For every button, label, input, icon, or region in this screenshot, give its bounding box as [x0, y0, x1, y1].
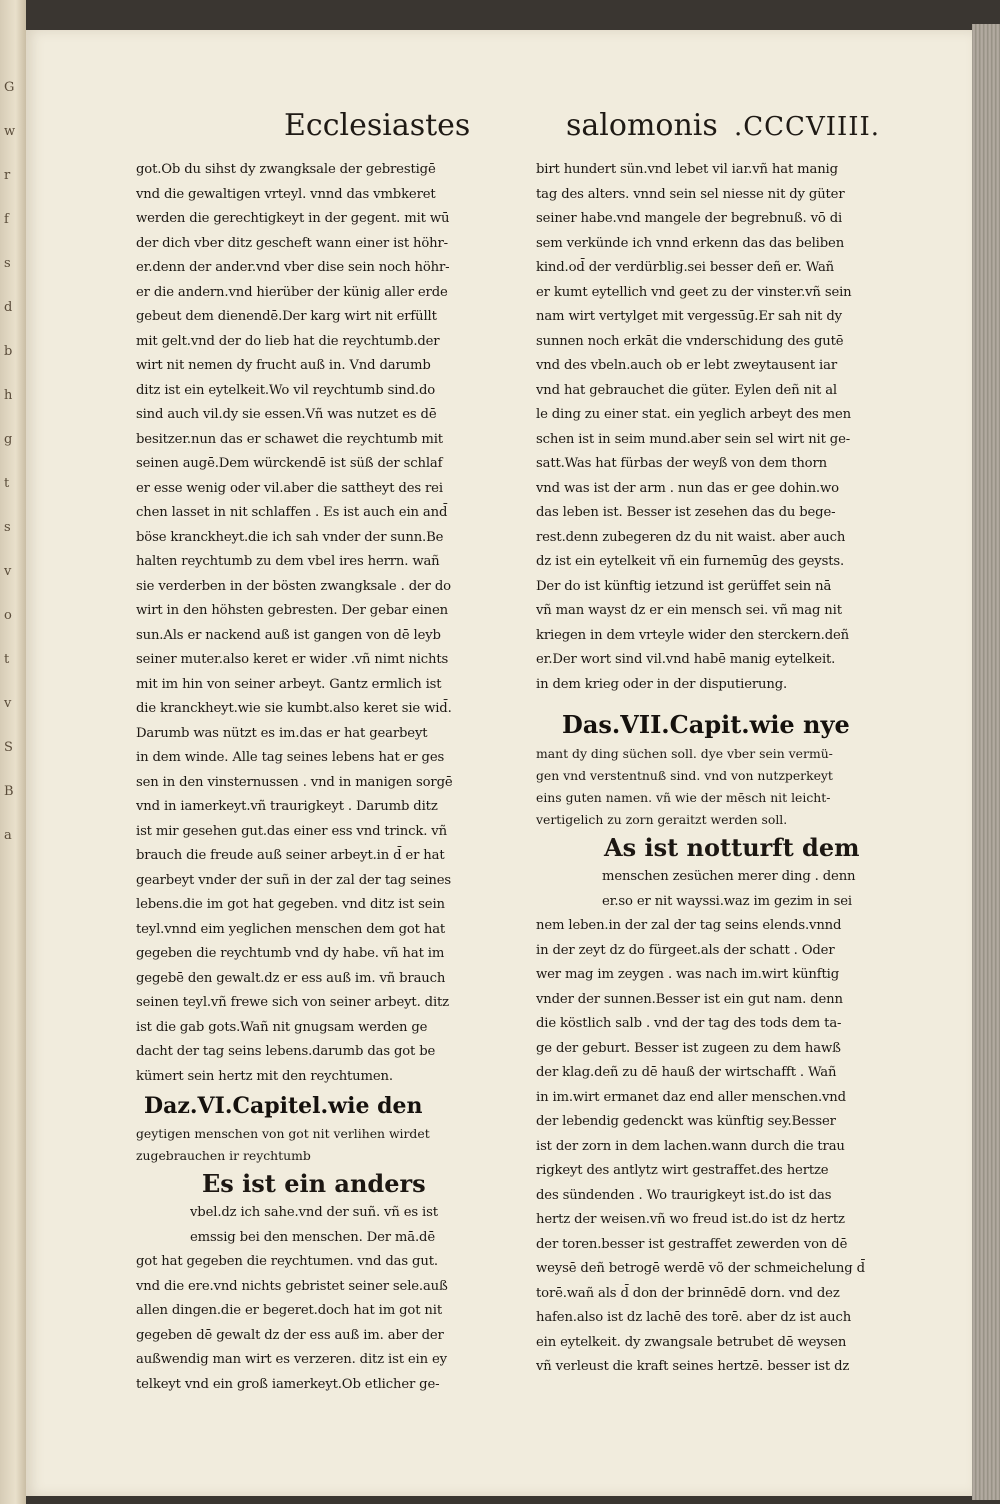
- margin-glyph: t: [4, 652, 10, 667]
- text-line: er esse wenig oder vil.aber die sattheyt des rei: [136, 480, 443, 496]
- chapter-summary-vii: [536, 743, 876, 831]
- text-line: rigkeyt des antlytz wirt gestraffet.des hertze: [536, 1163, 829, 1178]
- text-line: nam wirt vertylget mit vergessūg.Er sah nit dy: [536, 309, 842, 324]
- text-line: gearbeyt vnder der suñ in der zal der tag seines: [136, 872, 452, 888]
- margin-glyph: h: [4, 388, 13, 403]
- text-line: wer mag im zeygen . was nach im.wirt künftig: [536, 967, 839, 982]
- text-line: telkeyt vnd ein groß iamerkeyt.Ob etlicher ge-: [136, 1376, 440, 1392]
- text-line: hafen.also ist dz lachē des torē. aber dz ist auch: [536, 1310, 852, 1325]
- text-line: menschen zesüchen merer ding . denn: [602, 869, 856, 884]
- margin-glyph: f: [4, 212, 9, 227]
- text-line: seiner habe.vnd mangele der begrebnuß. vō di: [536, 211, 843, 226]
- text-line: sunnen noch erkāt die vnderschidung des gutē: [536, 333, 844, 349]
- right-text-block: [536, 158, 876, 697]
- text-line: die köstlich salb . vnd der tag des tods dem ta-: [536, 1016, 842, 1031]
- text-line: ge der geburt. Besser ist zugeen zu dem hawß: [536, 1040, 841, 1056]
- text-line: sen in den vinsternussen . vnd in manigen sorgē: [136, 774, 453, 790]
- text-line: des sündenden . Wo traurigkeyt ist.do ist das: [536, 1187, 832, 1203]
- text-line: vnd was ist der arm . nun das er gee dohin.wo: [536, 480, 839, 496]
- text-line: in der zeyt dz do fürgeet.als der schatt . Oder: [536, 942, 835, 958]
- text-line: rest.denn zubegeren dz du nit waist. aber auch: [536, 529, 846, 545]
- text-line: schen ist in seim mund.aber sein sel wirt nit ge-: [536, 431, 851, 447]
- margin-glyph: S: [4, 740, 13, 755]
- text-line: vñ verleust die kraft seines hertzē. besser ist dz: [536, 1359, 850, 1374]
- text-line: er kumt eytellich vnd geet zu der vinster.vñ sein: [536, 284, 852, 300]
- left-text-column: [136, 158, 486, 1397]
- text-line: gegeben dē gewalt dz der ess auß im. aber der: [136, 1327, 444, 1343]
- text-line: ist die gab gots.Wañ nit gnugsam werden ge: [136, 1019, 428, 1035]
- text-line: allen dingen.die er begeret.doch hat im got nit: [136, 1303, 442, 1318]
- margin-glyph: d: [4, 300, 13, 315]
- text-line: werden die gerechtigkeyt in der gegent. mit wū: [136, 211, 450, 226]
- text-line: der klag.deñ zu dē hauß der wirtschafft . Wañ: [536, 1065, 837, 1080]
- text-line: vnd die ere.vnd nichts gebristet seiner sele.auß: [136, 1278, 448, 1294]
- text-line: er.Der wort sind vil.vnd habē manig eytelkeit.: [536, 652, 836, 667]
- margin-glyph: B: [4, 784, 14, 799]
- margin-glyph: G: [4, 80, 15, 95]
- text-line: seiner muter.also keret er wider .vñ nimt nichts: [136, 652, 449, 667]
- text-line: emssig bei den menschen. Der mā.dē: [190, 1229, 435, 1245]
- text-line: vnd in iamerkeyt.vñ traurigkeyt . Darumb ditz: [136, 799, 438, 814]
- text-line: le ding zu einer stat. ein yeglich arbeyt des men: [536, 407, 851, 422]
- text-line: sie verderben in der bösten zwangksale . der do: [136, 578, 451, 594]
- text-line: teyl.vnnd eim yeglichen menschen dem got hat: [136, 921, 446, 937]
- folio-number: .CCCVIIII.: [734, 112, 881, 142]
- text-line: vnd hat gebrauchet die güter. Eylen deñ nit al: [536, 382, 837, 398]
- text-line: sind auch vil.dy sie essen.Vñ was nutzet es dē: [136, 407, 437, 422]
- text-line: wirt in den höhsten gebresten. Der gebar einen: [136, 603, 448, 618]
- margin-glyph: t: [4, 476, 10, 491]
- text-line: zugebrauchen ir reychtumb: [136, 1148, 311, 1163]
- left-indented-lines: [136, 1201, 486, 1250]
- text-line: vnder der sunnen.Besser ist ein gut nam. denn: [536, 991, 843, 1007]
- text-line: eins guten namen. vñ wie der mēsch nit leicht-: [536, 790, 831, 805]
- text-line: Darumb was nützt es im.das er hat gearbeyt: [136, 725, 428, 741]
- margin-glyph: v: [4, 696, 12, 711]
- left-continued-text: [136, 1250, 486, 1397]
- text-line: besitzer.nun das er schawet die reychtumb mit: [136, 431, 443, 447]
- text-line: in dem winde. Alle tag seines lebens hat er ges: [136, 750, 445, 765]
- text-line: der dich vber ditz gescheft wann einer ist höhr-: [136, 235, 448, 251]
- text-line: dacht der tag seins lebens.darumb das got be: [136, 1044, 436, 1059]
- margin-glyph: s: [4, 520, 11, 535]
- text-line: got.Ob du sihst dy zwangksale der gebrestigē: [136, 162, 436, 177]
- right-indented-lines: [536, 865, 876, 914]
- text-line: das leben ist. Besser ist zesehen das du bege-: [536, 505, 836, 520]
- text-line: vbel.dz ich sahe.vnd der suñ. vñ es ist: [190, 1205, 438, 1220]
- margin-glyph: a: [4, 828, 12, 843]
- text-line: brauch die freude auß seiner arbeyt.in d̄ er hat: [136, 848, 445, 863]
- text-line: ein eytelkeit. dy zwangsale betrubet dē weysen: [536, 1334, 847, 1350]
- text-line: vnd die gewaltigen vrteyl. vnnd das vmbkeret: [136, 186, 436, 202]
- chapter-incipit-vi: Es ist ein anders: [202, 1169, 426, 1198]
- text-line: birt hundert sün.vnd lebet vil iar.vñ hat manig: [536, 162, 838, 177]
- margin-glyph: v: [4, 564, 12, 579]
- text-line: er.so er nit wayssi.waz im gezim in sei: [602, 893, 852, 909]
- margin-glyph: g: [4, 432, 13, 447]
- text-line: weysē deñ betrogē werdē võ der schmeichelung d̄: [536, 1261, 865, 1276]
- margin-glyphs: [4, 80, 22, 872]
- running-header: [26, 108, 972, 148]
- text-line: hertz der weisen.vñ wo freud ist.do ist dz hertz: [536, 1212, 845, 1227]
- text-line: gen vnd verstentnuß sind. vnd von nutzperkeyt: [536, 768, 833, 783]
- text-line: er die andern.vnd hierüber der künig aller erde: [136, 284, 448, 300]
- text-line: ditz ist ein eytelkeit.Wo vil reychtumb sind.do: [136, 382, 436, 398]
- text-line: kriegen in dem vrteyle wider den sterckern.deñ: [536, 627, 849, 643]
- text-line: in im.wirt ermanet daz end aller menschen.vnd: [536, 1089, 846, 1105]
- text-line: sem verkünde ich vnnd erkenn das das beliben: [536, 235, 845, 251]
- text-line: mant dy ding süchen soll. dye vber sein vermü-: [536, 746, 833, 761]
- text-line: geytigen menschen von got nit verlihen wirdet: [136, 1126, 430, 1141]
- previous-page-edge: [0, 0, 26, 1504]
- book-page-edges: [972, 24, 1000, 1500]
- header-right-title: salomonis: [566, 108, 718, 143]
- left-text-block: [136, 158, 486, 1089]
- text-line: torē.wañ als d̄ don der brinnēdē dorn. vnd dez: [536, 1285, 840, 1301]
- text-line: seinen augē.Dem würckendē ist süß der schlaf: [136, 456, 443, 471]
- header-left-title: Ecclesiastes: [284, 108, 471, 143]
- text-line: die kranckheyt.wie sie kumbt.also keret sie wid̄.: [136, 701, 452, 716]
- text-line: gegeben die reychtumb vnd dy habe. vñ hat im: [136, 946, 445, 961]
- text-line: vnd des vbeln.auch ob er lebt zweytausent iar: [536, 358, 837, 373]
- text-line: seinen teyl.vñ frewe sich von seiner arbeyt. ditz: [136, 995, 449, 1010]
- text-line: dz ist ein eytelkeit vñ ein furnemūg des geysts.: [536, 554, 845, 569]
- chapter-summary-vi: [136, 1123, 486, 1167]
- text-line: kind.od̄ der verdürblig.sei besser deñ er. Wañ: [536, 260, 835, 275]
- margin-glyph: b: [4, 344, 13, 359]
- text-line: vertigelich zu zorn geraitzt werden soll.: [536, 812, 788, 827]
- right-text-column: [536, 158, 876, 1380]
- text-line: außwendig man wirt es verzeren. ditz ist ein ey: [136, 1352, 447, 1367]
- text-line: kümert sein hertz mit den reychtumen.: [136, 1068, 393, 1084]
- text-line: der lebendig gedenckt was künftig sey.Besser: [536, 1114, 836, 1129]
- text-line: chen lasset in nit schlaffen . Es ist auch ein and̄: [136, 505, 448, 520]
- chapter-heading-vi: Daz.VI.Capitel.wie den: [144, 1093, 423, 1119]
- book-page: [26, 30, 972, 1496]
- text-line: nem leben.in der zal der tag seins elends.vnnd: [536, 918, 842, 933]
- text-line: der toren.besser ist gestraffet zewerden von dē: [536, 1236, 848, 1252]
- text-line: böse kranckheyt.die ich sah vnder der sunn.Be: [136, 529, 444, 545]
- margin-glyph: s: [4, 256, 11, 271]
- text-line: wirt nit nemen dy frucht auß in. Vnd darumb: [136, 358, 431, 373]
- text-line: mit im hin von seiner arbeyt. Gantz ermlich ist: [136, 676, 442, 692]
- text-line: Der do ist künftig ietzund ist gerüffet sein nā: [536, 578, 832, 594]
- margin-glyph: r: [4, 168, 11, 183]
- text-line: got hat gegeben die reychtumen. vnd das gut.: [136, 1254, 438, 1269]
- text-line: gebeut dem dienendē.Der karg wirt nit erfüllt: [136, 309, 437, 324]
- text-line: in dem krieg oder in der disputierung.: [536, 676, 788, 692]
- margin-glyph: w: [4, 124, 16, 139]
- text-line: ist der zorn in dem lachen.wann durch die trau: [536, 1138, 845, 1154]
- text-line: mit gelt.vnd der do lieb hat die reychtumb.der: [136, 333, 440, 349]
- text-line: gegebē den gewalt.dz er ess auß im. vñ brauch: [136, 970, 446, 986]
- text-line: ist mir gesehen gut.das einer ess vnd trinck. vñ: [136, 823, 447, 839]
- text-line: lebens.die im got hat gegeben. vnd ditz ist sein: [136, 897, 445, 912]
- text-line: halten reychtumb zu dem vbel ires herrn. wañ: [136, 554, 440, 569]
- margin-glyph: o: [4, 608, 12, 623]
- text-line: tag des alters. vnnd sein sel niesse nit dy güter: [536, 186, 845, 202]
- chapter-heading-vii: Das.VII.Capit.wie nye: [562, 710, 850, 739]
- text-line: er.denn der ander.vnd vber dise sein noch höhr-: [136, 260, 450, 275]
- text-line: vñ man wayst dz er ein mensch sei. vñ mag nit: [536, 603, 842, 618]
- text-line: sun.Als er nackend auß ist gangen von dē leyb: [136, 627, 441, 643]
- right-continued-text: [536, 914, 876, 1380]
- chapter-incipit-vii: As ist notturft dem: [604, 833, 860, 862]
- text-line: satt.Was hat fürbas der weyß von dem thorn: [536, 456, 827, 471]
